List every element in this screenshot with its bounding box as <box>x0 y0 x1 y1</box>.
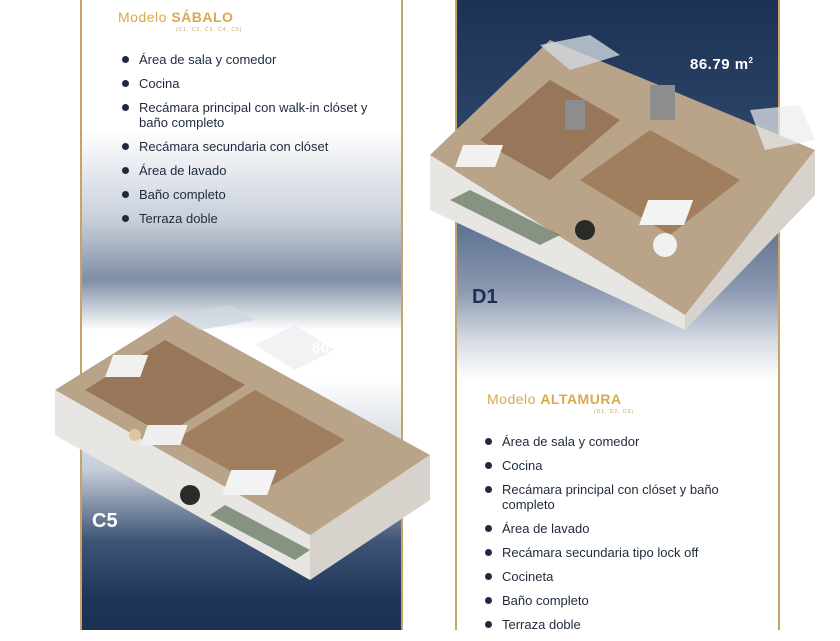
list-item: Baño completo <box>122 187 392 202</box>
bullet-icon <box>122 143 129 150</box>
altamura-units: (D1, D2, D3) <box>594 409 635 415</box>
list-item: Recámara secundaria tipo lock off <box>485 545 760 560</box>
bullet-icon <box>122 167 129 174</box>
altamura-floorplan-illustration <box>420 30 820 330</box>
bullet-icon <box>122 104 129 111</box>
list-item: Recámara principal con clóset y baño completo <box>485 482 760 512</box>
sabalo-units: (C1, C2, C3, C4, C5) <box>176 27 243 33</box>
bullet-icon <box>485 573 492 580</box>
altamura-area: 86.79 $m^2$ <box>690 56 754 73</box>
bullet-icon <box>485 486 492 493</box>
list-item: Cocina <box>485 458 760 473</box>
list-item: Baño completo <box>485 593 760 608</box>
bullet-icon <box>122 56 129 63</box>
list-item: Recámara secundaria con clóset <box>122 139 392 154</box>
sabalo-title-name: SÁBALO <box>171 9 234 25</box>
sabalo-feature-list <box>122 52 392 235</box>
list-item: Área de sala y comedor <box>485 434 760 449</box>
altamura-title-name: ALTAMURA <box>540 391 622 407</box>
altamura-title <box>487 391 622 407</box>
altamura-feature-list <box>485 434 760 641</box>
sabalo-plan-code: C5 <box>92 510 118 532</box>
bullet-icon <box>122 80 129 87</box>
list-item: Cocina <box>122 76 392 91</box>
list-item: Área de lavado <box>122 163 392 178</box>
bullet-icon <box>485 462 492 469</box>
altamura-plan-code: D1 <box>472 286 498 308</box>
bullet-icon <box>485 597 492 604</box>
sabalo-title <box>118 9 233 25</box>
bullet-icon <box>485 621 492 628</box>
list-item: Área de sala y comedor <box>122 52 392 67</box>
list-item: Terraza doble <box>122 211 392 226</box>
sabalo-area: 80.69 $m^2$ <box>312 340 376 357</box>
list-item: Terraza doble <box>485 617 760 632</box>
list-item: Área de lavado <box>485 521 760 536</box>
bullet-icon <box>485 525 492 532</box>
bullet-icon <box>485 438 492 445</box>
list-item: Recámara principal con walk-in clóset y baño completo <box>122 100 392 130</box>
bullet-icon <box>122 191 129 198</box>
list-item: Cocineta <box>485 569 760 584</box>
altamura-title-prefix: Modelo <box>487 391 536 407</box>
sabalo-floorplan-illustration <box>45 295 445 595</box>
bullet-icon <box>122 215 129 222</box>
bullet-icon <box>485 549 492 556</box>
sabalo-title-prefix: Modelo <box>118 9 167 25</box>
